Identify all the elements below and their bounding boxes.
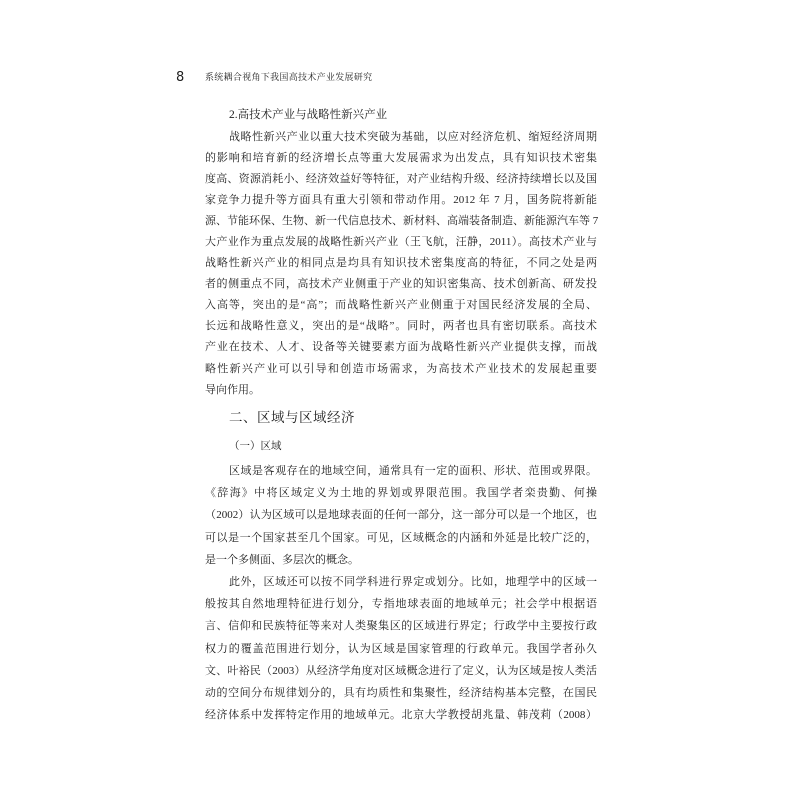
text-line: 言、信仰和民族特征等来对人类聚集区的区域进行界定；行政学中主要按行政	[205, 620, 597, 633]
text-line: 大产业作为重点发展的战略性新兴产业（王飞航，汪静，2011）。高技术产业与	[205, 235, 597, 248]
text-line: 权力的覆盖范围进行划分，认为区域是国家管理的行政单元。我国学者孙久	[205, 642, 597, 655]
paragraph	[205, 571, 597, 726]
text-line: 家竞争力提升等方面具有重大引领和带动作用。2012 年 7 月，国务院将新能	[205, 193, 597, 206]
paragraph	[205, 127, 597, 401]
subsection-title: （一）区域	[229, 441, 282, 452]
text-line: 可以是一个国家甚至几个国家。可见，区域概念的内涵和外延是比较广泛的，	[205, 531, 597, 544]
text-line: 经济体系中发挥特定作用的地域单元。北京大学教授胡兆量、韩茂莉（2008）	[205, 709, 597, 722]
subsection-title-2: 2.高技术产业与战略性新兴产业	[229, 109, 388, 121]
text-line: 动的空间分布规律划分的，具有均质性和集聚性，经济结构基本完整，在国民	[205, 686, 597, 699]
section-body	[205, 460, 597, 726]
text-line: 导向作用。	[205, 383, 260, 396]
text-line: 此外，区域还可以按不同学科进行界定或划分。比如，地理学中的区域一	[229, 575, 597, 588]
text-line: 的影响和培育新的经济增长点等重大发展需求为出发点，具有知识技术密集	[205, 151, 597, 164]
text-line: （2002）认为区域可以是地球表面的任何一部分，这一部分可以是一个地区，也	[205, 509, 597, 522]
page-number: 8	[176, 70, 185, 85]
text-line: 《辞海》中将区域定义为土地的界划或界限范围。我国学者栾贵勤、何操	[205, 487, 597, 500]
text-line: 产业在技术、人才、设备等关键要素方面为战略性新兴产业提供支撑，而战	[205, 341, 597, 354]
text-line: 者的侧重点不同，高技术产业侧重于产业的知识密集高、技术创新高、研发投	[205, 278, 597, 291]
paragraph	[205, 460, 597, 571]
section-heading: 二、区域与区域经济	[229, 410, 355, 425]
text-line: 长远和战略性意义，突出的是“战略”。同时，两者也具有密切联系。高技术	[205, 320, 597, 333]
text-line: 文、叶裕民（2003）从经济学角度对区域概念进行了定义，认为区域是按人类活	[205, 664, 597, 677]
text-line: 入高等，突出的是“高”；而战略性新兴产业侧重于对国民经济发展的全局、	[205, 299, 597, 312]
text-line: 般按其自然地理特征进行划分，专指地球表面的地域单元；社会学中根据语	[205, 598, 597, 611]
text-line: 战略性新兴产业的相同点是均具有知识技术密集度高的特征，不同之处是两	[205, 257, 597, 270]
text-line: 是一个多侧面、多层次的概念。	[205, 553, 359, 566]
text-line: 度高、资源消耗小、经济效益好等特征，对产业结构升级、经济持续增长以及国	[205, 172, 597, 185]
text-line: 战略性新兴产业以重大技术突破为基础，以应对经济危机、缩短经济周期	[229, 130, 597, 143]
text-line: 源、节能环保、生物、新一代信息技术、新材料、高端装备制造、新能源汽车等 7	[205, 214, 599, 227]
running-title: 系统耦合视角下我国高技术产业发展研究	[205, 73, 373, 83]
text-line: 区域是客观存在的地域空间，通常具有一定的面积、形状、范围或界限。	[229, 465, 597, 477]
text-line: 略性新兴产业可以引导和创造市场需求，为高技术产业技术的发展起重要	[205, 362, 597, 375]
